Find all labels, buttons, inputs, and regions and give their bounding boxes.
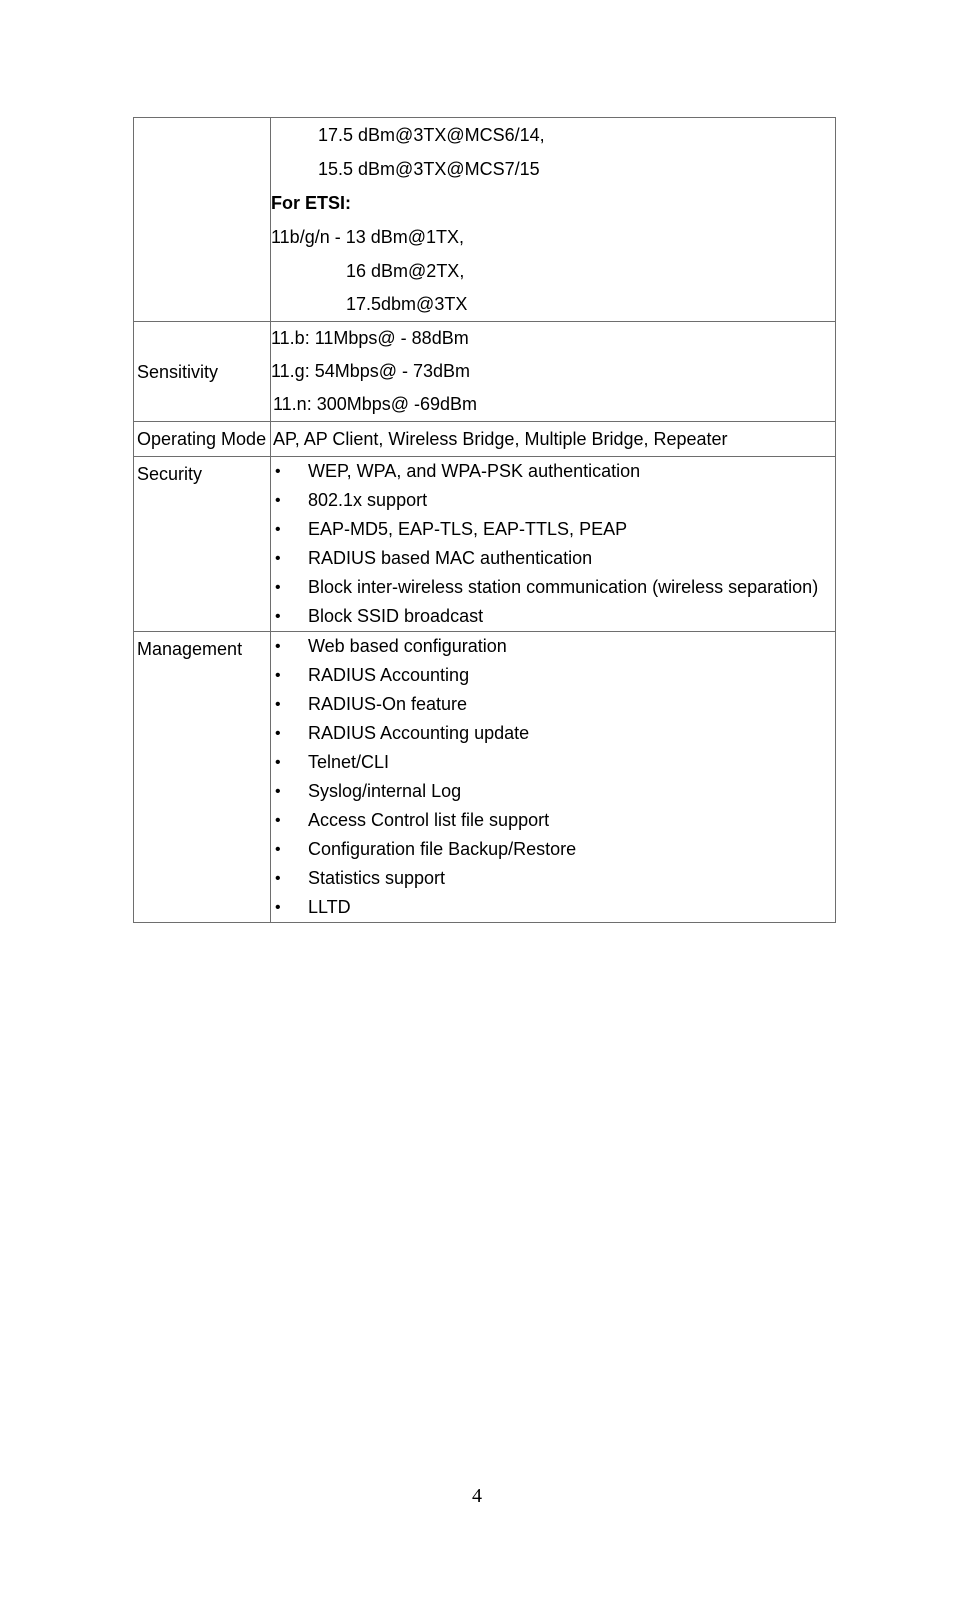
page-number: 4 [472, 1485, 482, 1507]
list-item [275, 835, 835, 864]
bullet-icon: • [275, 754, 281, 771]
management-label-cell [134, 632, 271, 923]
bullet-icon: • [275, 638, 281, 655]
bullet-icon: • [275, 579, 281, 596]
bullet-icon: • [275, 841, 281, 858]
table-row-operating-mode [134, 422, 836, 457]
list-item-text: RADIUS Accounting [308, 665, 470, 685]
list-item-text: Block inter-wireless station communication (wireless separation) [308, 577, 819, 597]
list-item [275, 515, 835, 544]
table-row-management [134, 632, 836, 923]
sensitivity-cell [271, 322, 836, 422]
list-item [275, 486, 835, 515]
bullet-icon: • [275, 725, 281, 742]
operating-mode-label: Operating Mode [137, 429, 267, 449]
list-item [275, 748, 835, 777]
tx-power-line: 11b/g/n - 13 dBm@1TX, [271, 227, 465, 247]
table-row-tx-power [134, 118, 836, 322]
table-row-security [134, 457, 836, 632]
bullet-icon: • [275, 696, 281, 713]
list-item [275, 661, 835, 690]
operating-mode-label-cell [134, 422, 271, 457]
bullet-icon: • [275, 521, 281, 538]
tx-power-line: 17.5dbm@3TX [346, 294, 468, 314]
tx-power-line: 15.5 dBm@3TX@MCS7/15 [318, 159, 540, 179]
list-item-text: EAP-MD5, EAP-TLS, EAP-TTLS, PEAP [308, 519, 628, 539]
bullet-icon: • [275, 812, 281, 829]
label-cell-empty [134, 118, 271, 322]
list-item-text: Statistics support [308, 868, 446, 888]
operating-mode-value: AP, AP Client, Wireless Bridge, Multiple Bridge, Repeater [273, 429, 728, 449]
list-item [275, 573, 835, 602]
security-list [271, 457, 835, 631]
list-item-text: 802.1x support [308, 490, 428, 510]
security-label-cell [134, 457, 271, 632]
sensitivity-label: Sensitivity [137, 361, 219, 382]
bullet-icon: • [275, 492, 281, 509]
list-item-text: Telnet/CLI [308, 752, 390, 772]
list-item-text: Configuration file Backup/Restore [308, 839, 577, 859]
sensitivity-line: 11.g: 54Mbps@ - 73dBm [271, 361, 471, 381]
bullet-icon: • [275, 870, 281, 887]
list-item [275, 544, 835, 573]
management-list [271, 632, 835, 922]
spec-table [133, 117, 836, 923]
list-item [275, 864, 835, 893]
list-item [275, 806, 835, 835]
operating-mode-cell [271, 422, 836, 457]
list-item-text: Block SSID broadcast [308, 606, 484, 626]
list-item [275, 690, 835, 719]
list-item-text: LLTD [308, 897, 351, 917]
bullet-icon: • [275, 608, 281, 625]
bullet-icon: • [275, 667, 281, 684]
security-label: Security [137, 464, 203, 484]
tx-power-cell [271, 118, 836, 322]
bullet-icon: • [275, 463, 281, 480]
list-item-text: RADIUS Accounting update [308, 723, 530, 743]
list-item [275, 457, 835, 486]
list-item [275, 777, 835, 806]
bullet-icon: • [275, 899, 281, 916]
management-cell [271, 632, 836, 923]
list-item [275, 893, 835, 922]
list-item-text: Web based configuration [308, 636, 507, 656]
management-label: Management [137, 639, 243, 659]
list-item-text: WEP, WPA, and WPA-PSK authentication [308, 461, 641, 481]
list-item [275, 719, 835, 748]
security-cell [271, 457, 836, 632]
sensitivity-label-cell [134, 322, 271, 422]
bullet-icon: • [275, 550, 281, 567]
list-item-text: RADIUS-On feature [308, 694, 468, 714]
tx-power-line: 16 dBm@2TX, [346, 261, 465, 281]
bullet-icon: • [275, 783, 281, 800]
etsi-heading: For ETSI: [271, 193, 351, 213]
list-item [275, 602, 835, 631]
table-row-sensitivity [134, 322, 836, 422]
sensitivity-line: 11.b: 11Mbps@ - 88dBm [271, 328, 469, 348]
sensitivity-line: 11.n: 300Mbps@ -69dBm [273, 394, 478, 414]
list-item-text: RADIUS based MAC authentication [308, 548, 593, 568]
list-item [275, 632, 835, 661]
list-item-text: Syslog/internal Log [308, 781, 462, 801]
list-item-text: Access Control list file support [308, 810, 550, 830]
tx-power-line: 17.5 dBm@3TX@MCS6/14, [318, 125, 545, 145]
